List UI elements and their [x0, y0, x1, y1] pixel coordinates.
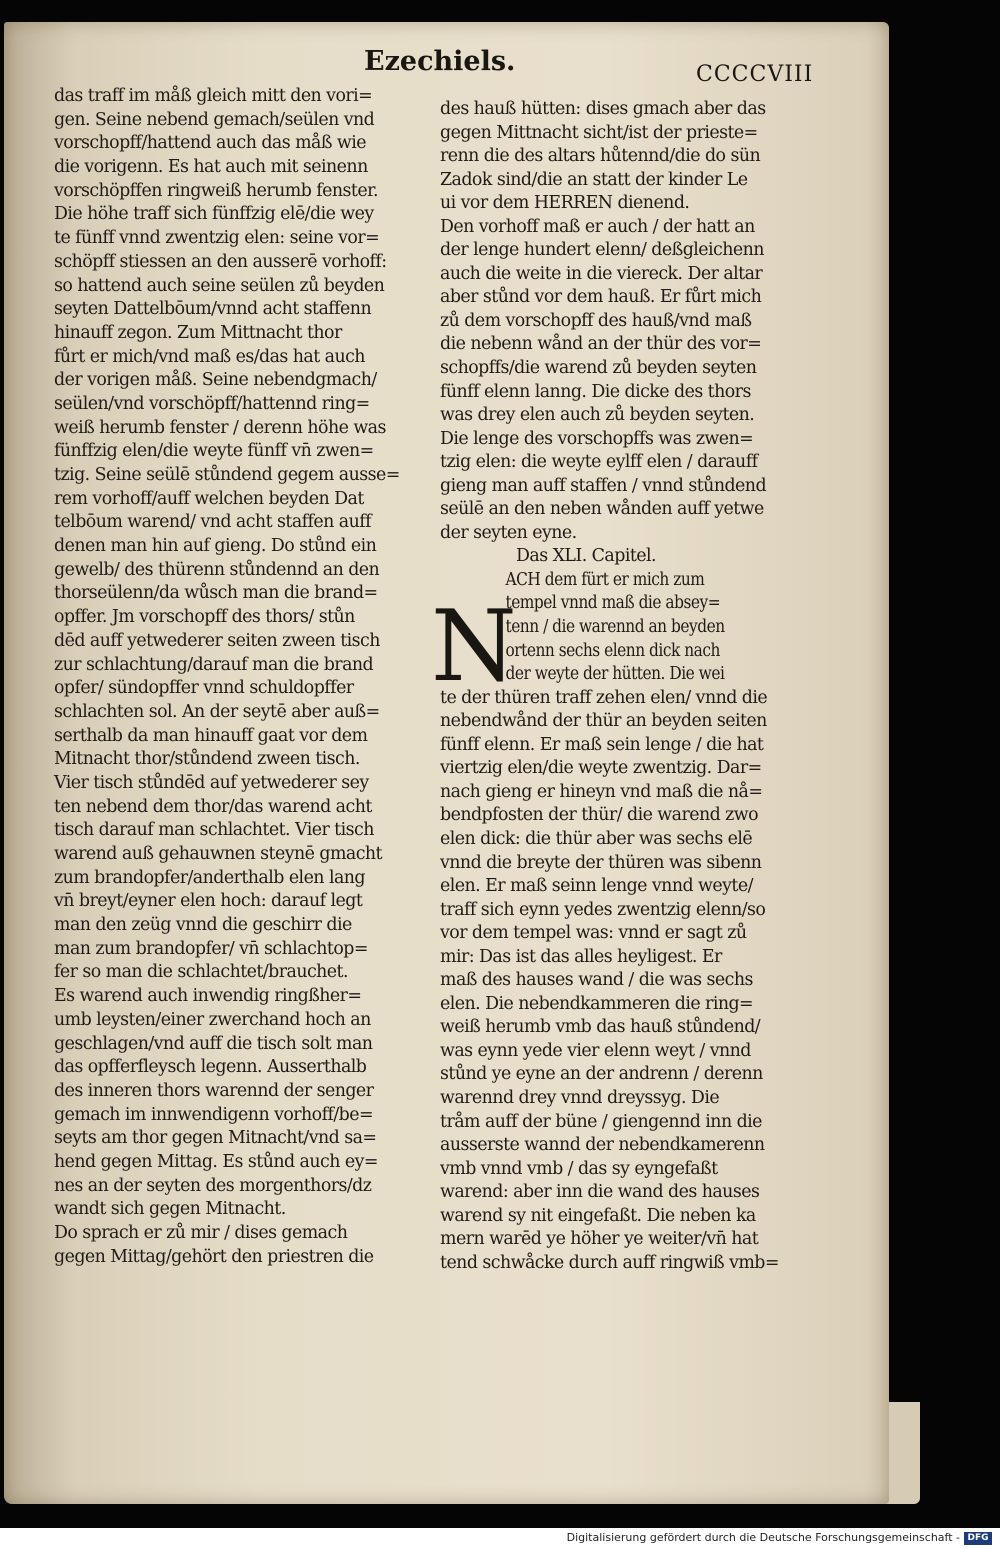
text-line: vn̄ breyt/eyner elen hoch: darauf legt [54, 891, 363, 912]
text-line: so hattend auch seine seülen zů beyden [54, 275, 385, 296]
text-line: gen. Seine nebend gemach/seülen vnd [54, 109, 375, 130]
text-line: die vorigenn. Es hat auch mit seinenn [54, 157, 368, 178]
text-line: weiß herumb fenster / derenn höhe was [54, 417, 386, 438]
folio-number: CCCCVIII [696, 62, 814, 87]
text-line: vnnd die breyte der thüren was sibenn [440, 852, 762, 873]
text-line: renn die des altars hůtennd/die do sün [440, 146, 761, 167]
text-line: mern warēd ye höher ye weiter/vn̄ hat [440, 1229, 759, 1250]
text-line: viertzig elen/die weyte zwentzig. Dar= [440, 758, 762, 779]
text-line: gegen Mittag/gehört den priestren die [54, 1246, 374, 1267]
text-line: seyts am thor gegen Mitnacht/vnd sa= [54, 1128, 377, 1149]
text-line: stůnd ye eyne an der andrenn / derenn [440, 1064, 763, 1085]
chapter-heading: Das XLI. Capitel. [516, 546, 657, 567]
text-line: zum brandopfer/anderthalb elen lang [54, 867, 366, 888]
text-line: elen. Er maß seinn lenge vnnd weyte/ [440, 876, 753, 897]
right-column-text-before [440, 98, 779, 545]
text-line: umb leysten/einer zwerchand hoch an [54, 1009, 371, 1030]
text-line: der weyte der hütten. Die wei [505, 664, 725, 685]
text-line: seülen/vnd vorschöpff/hattennd ring= [54, 393, 370, 414]
drop-cap-initial: N [431, 590, 517, 704]
text-line: Den vorhoff maß er auch / der hatt an [440, 216, 755, 237]
text-line: telbōum warend/ vnd acht staffen auff [54, 512, 372, 533]
text-line: was eynn yede vier elenn weyt / vnnd [440, 1040, 751, 1061]
text-line: thorseülenn/da wůsch man die brand= [54, 583, 378, 604]
text-line: schöpff stiessen an den ausserē vorhoff: [54, 251, 387, 272]
text-line: auch die weite in die viereck. Der altar [440, 263, 763, 284]
text-line: denen man hin auf gieng. Do stůnd ein [54, 536, 377, 557]
text-line: bendpfosten der thür/ die warend zwo [440, 805, 759, 826]
text-line: gieng man auff staffen / vnnd stůndend [440, 475, 767, 496]
text-line: seülē an den neben wånden auff yetwe [440, 499, 764, 520]
text-line: weiß herumb vmb das hauß stůndend/ [440, 1017, 761, 1038]
text-line: des hauß hütten: dises gmach aber das [440, 99, 766, 119]
text-line: ten nebend dem thor/das warend acht [54, 796, 372, 817]
text-line: ausserste wannd der nebendkamerenn [440, 1135, 765, 1156]
text-line: tenn / die warennd an beyden [505, 617, 725, 638]
text-line: opffer. Jm vorschopff des thors/ stůn [54, 607, 355, 628]
text-line: hend gegen Mittag. Es stůnd auch ey= [54, 1151, 378, 1172]
text-line: tend schwåcke durch auff ringwiß vmb= [440, 1252, 779, 1273]
text-line: die nebenn wånd an der thür des vor= [440, 334, 762, 355]
text-line: nes an der seyten des morgenthors/dz [54, 1175, 372, 1196]
text-line: warend sy nit eingefaßt. Die neben ka [440, 1205, 756, 1226]
text-line: tempel vnnd maß die absey= [505, 593, 721, 614]
dfg-logo: DFG [964, 1532, 992, 1545]
text-line: zur schlachtung/darauf man die brand [54, 654, 374, 675]
right-column-text-after [440, 687, 779, 1276]
text-line: geschlagen/vnd auff die tisch solt man [54, 1033, 373, 1054]
text-line: wandt sich gegen Mitnacht. [54, 1199, 286, 1220]
text-line: vor dem tempel was: vnnd er sagt zů [440, 923, 747, 944]
text-line: elen. Die nebendkammeren die ring= [440, 993, 754, 1014]
text-line: der lenge hundert elenn/ deßgleichenn [440, 240, 764, 261]
text-line: fünffzig elen/die weyte fünff vn̄ zwen= [54, 441, 374, 462]
text-line: fůrt er mich/vnd maß es/das hat auch [54, 346, 365, 367]
text-line: te der thüren traff zehen elen/ vnnd die [440, 687, 768, 708]
book-page [4, 22, 889, 1504]
text-line: tråm auff der büne / giengennd inn die [440, 1111, 762, 1132]
text-line: man zum brandopfer/ vn̄ schlachtop= [54, 938, 368, 959]
text-line: vmb vnnd vmb / das sy eyngefaßt [440, 1158, 718, 1179]
text-line: fünff elenn lanng. Die dicke des thors [440, 381, 751, 402]
text-line: opfer/ sündopffer vnnd schuldopffer [54, 678, 354, 699]
text-line: warend auß gehauwnen steynē gmacht [54, 844, 383, 864]
text-line: schopffs/die warend zů beyden seyten [440, 358, 757, 379]
text-line: gewelb/ des thürenn stůndennd an den [54, 559, 380, 580]
text-line: gegen Mittnacht sicht/ist der prieste= [440, 122, 758, 143]
text-line: das traff im måß gleich mitt den vori= [54, 86, 373, 106]
text-line: warennd drey vnnd dreyssyg. Die [440, 1087, 720, 1108]
text-line: zů dem vorschopff des hauß/vnd maß [440, 310, 752, 331]
text-line: Mitnacht thor/stůndend zween tisch. [54, 749, 360, 770]
left-column [54, 85, 400, 1269]
text-line: des inneren thors warennd der senger [54, 1080, 374, 1101]
text-line: fer so man die schlachtet/brauchet. [54, 962, 348, 983]
text-line: nebendwånd der thür an beyden seiten [440, 711, 767, 732]
text-line: Zadok sind/die an statt der kinder Le [440, 169, 748, 190]
text-line: mir: Das ist das alles heyligest. Er [440, 946, 722, 967]
text-line: vorschöpffen ringweiß herumb fenster. [54, 180, 378, 201]
text-line: rem vorhoff/auff welchen beyden Dat [54, 488, 364, 509]
text-line: vorschopff/hattend auch das måß wie [54, 133, 366, 154]
text-line: serthalb da man hinauff gaat vor dem [54, 725, 368, 746]
text-line: elen dick: die thür aber was sechs elē [440, 828, 753, 849]
text-line: gemach im innwendigenn vorhoff/be= [54, 1104, 374, 1125]
text-line: traff sich eynn yedes zwentzig elenn/so [440, 899, 766, 920]
text-line: warend: aber inn die wand des hauses [440, 1182, 760, 1203]
text-line: das opfferfleysch legenn. Ausserthalb [54, 1057, 367, 1078]
text-line: Es warend auch inwendig ringßher= [54, 986, 362, 1007]
text-line: fünff elenn. Er maß sein lenge / die hat [440, 734, 764, 755]
text-line: was drey elen auch zů beyden seyten. [440, 405, 755, 426]
text-line: te fünff vnnd zwentzig elen: seine vor= [54, 228, 380, 249]
funding-credit: Digitalisierung gefördert durch die Deutsche Forschungsgemeinschaft - [566, 1531, 960, 1544]
text-line: tzig elen: die weyte eylff elen / darauff [440, 452, 758, 473]
text-line: man den zeüg vnnd die geschirr die [54, 915, 352, 936]
text-line: schlachten sol. An der seytē aber auß= [54, 701, 380, 722]
footer-bar [0, 1528, 1000, 1549]
text-line: Die lenge des vorschopffs was zwen= [440, 428, 754, 449]
text-line: der seyten eyne. [440, 522, 577, 543]
text-line: tzig. Seine seülē stůndend gegem ausse= [54, 465, 400, 485]
text-line: Vier tisch stůndēd auf yetwederer sey [54, 772, 369, 793]
text-line: tisch darauf man schlachtet. Vier tisch [54, 820, 374, 841]
text-line: der vorigen måß. Seine nebendgmach/ [54, 370, 377, 391]
text-line: hinauff zegon. Zum Mittnacht thor [54, 322, 342, 343]
text-line: aber stůnd vor dem hauß. Er fůrt mich [440, 287, 762, 308]
text-line: nach gieng er hineyn vnd maß die nå= [440, 781, 763, 802]
text-line: Do sprach er zů mir / dises gemach [54, 1223, 348, 1243]
text-line: Die höhe traff sich fünffzig elē/die wey [54, 204, 374, 225]
text-line: ACH dem fürt er mich zum [505, 569, 705, 590]
text-line: seyten Dattelbōum/vnnd acht staffenn [54, 299, 372, 320]
running-title: Ezechiels. [364, 46, 516, 77]
text-line: dēd auff yetwederer seiten zween tisch [54, 630, 380, 651]
text-line: ui vor dem HERREN dienend. [440, 193, 690, 214]
text-line: maß des hauses wand / die was sechs [440, 970, 753, 991]
text-line: ortenn sechs elenn dick nach [505, 640, 720, 661]
